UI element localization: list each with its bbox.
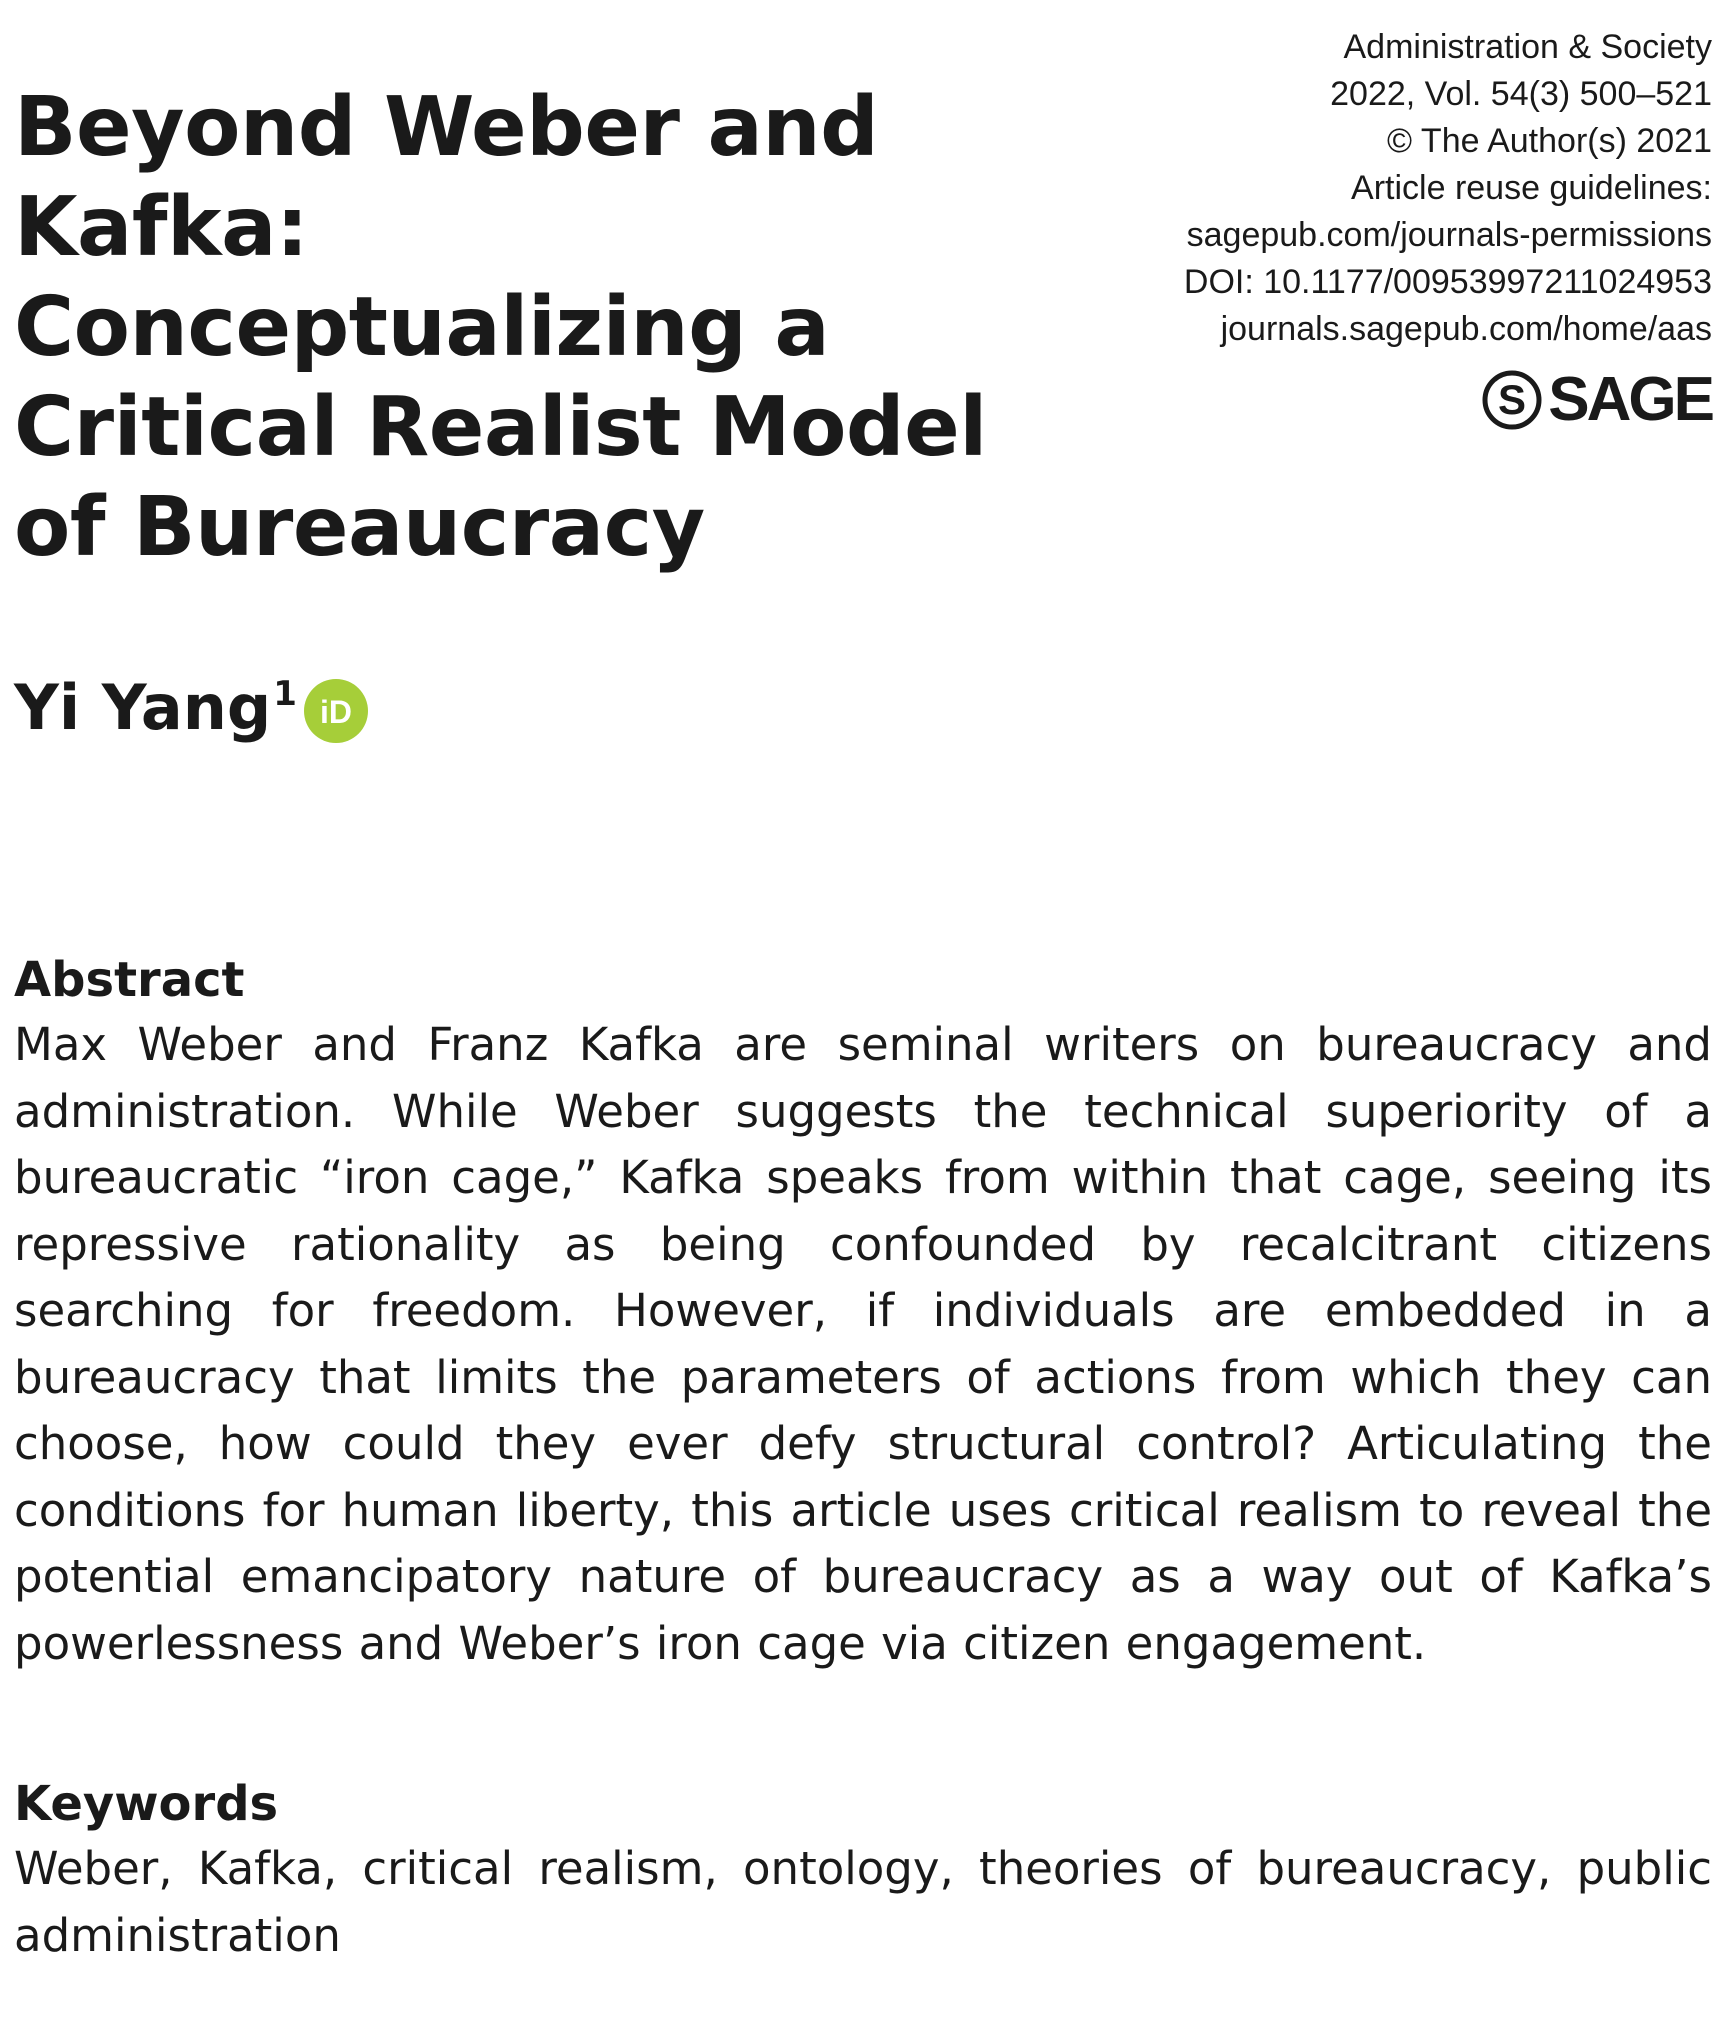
journal-volume: 2022, Vol. 54(3) 500–521 [1330, 75, 1712, 113]
sage-logo-text: SAGE [1548, 365, 1712, 434]
reuse-guidelines-label: Article reuse guidelines: [1351, 169, 1712, 207]
keywords-heading: Keywords [14, 1776, 279, 1832]
sage-logo [1482, 365, 1712, 434]
author-line [14, 668, 369, 748]
author-name: Yi Yang [14, 671, 272, 744]
journal-name: Administration & Society [1343, 28, 1712, 66]
abstract-text: Max Weber and Franz Kafka are seminal writers on bureaucracy and administration. While Weber suggests the technical superiority of a bureaucratic “iron cage,” Kafka speaks from within that cage, seeing its repressive rationality as being confounded by recalcitrant citizens searching for freedom. However, if individuals are embedded in a bureaucracy that limits the parameters of actions from which they can choose, how could they ever defy structural control? Articulating the conditions for human liberty, this article uses critical realism to reveal the potential emancipatory nature of bureaucracy as a way out of Kafka’s powerlessness and Weber’s iron cage via citizen engagement. [14, 1018, 1712, 1670]
orcid-icon[interactable] [303, 678, 369, 744]
orcid-label: iD [319, 694, 352, 730]
abstract-heading: Abstract [14, 952, 245, 1008]
svg-text:S: S [1498, 376, 1527, 423]
affiliation-mark: 1 [273, 674, 297, 714]
sage-s-icon [1482, 370, 1542, 430]
doi-line[interactable]: DOI: 10.1177/00953997211024953 [1183, 263, 1712, 301]
journal-metadata [1092, 24, 1712, 353]
article-title: Beyond Weber and Kafka: Conceptualizing a Critical Realist Model of Bureaucracy [14, 80, 987, 575]
permissions-link[interactable]: sagepub.com/journals-permissions [1186, 216, 1712, 254]
keywords-text: Weber, Kafka, critical realism, ontology, theories of bureaucracy, public administration [14, 1842, 1712, 1962]
journal-home-link[interactable]: journals.sagepub.com/home/aas [1220, 310, 1712, 348]
copyright-line: © The Author(s) 2021 [1387, 122, 1712, 160]
